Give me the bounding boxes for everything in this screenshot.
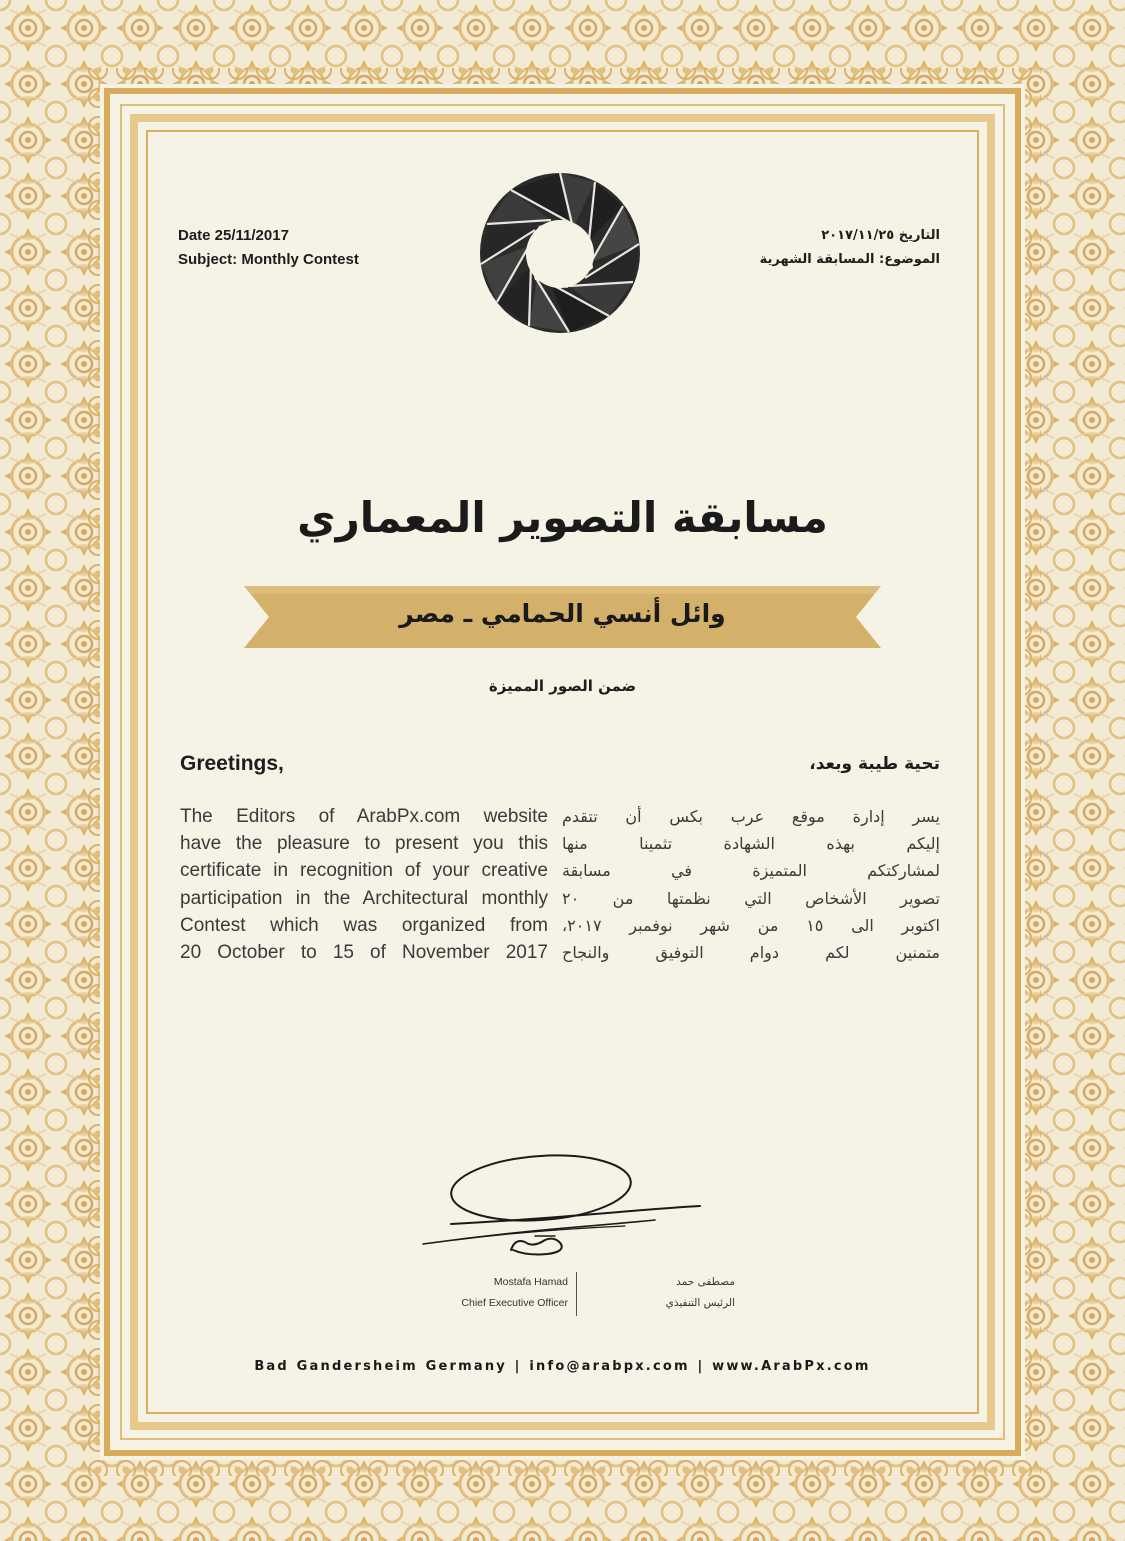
footer-contact: Bad Gandersheim Germany | info@arabpx.com | www.ArabPx.com (254, 1359, 871, 1374)
signatory-ar (585, 1272, 735, 1314)
body-line-ar: لمشاركتكم المتميزة في مسابقة (562, 861, 940, 881)
date-en: Date 25/11/2017 (178, 227, 289, 244)
body-line-ar: متمنين لكم دوام التوفيق والنجاح (562, 943, 940, 963)
body-text-ar (562, 803, 940, 966)
award-category: ضمن الصور المميزة (488, 677, 637, 695)
signatory-role-ar: الرئيس التنفيذي (665, 1297, 735, 1309)
certificate-title: مسابقة التصوير المعماري (297, 493, 828, 542)
signatory-name-ar: مصطفى حمد (676, 1276, 735, 1288)
body-line-ar: إليكم بهذه الشهادة تثمينا منها (562, 834, 940, 854)
body-line-ar: يسر إدارة موقع عرب بكس أن تتقدم (562, 807, 940, 826)
body-line-en: The Editors of ArabPx.com website (180, 806, 548, 827)
body-line-en: have the pleasure to present you this (180, 833, 548, 855)
greeting-en: Greetings, (180, 752, 284, 775)
date-ar: التاريخ ٢٠١٧/١١/٢٥ (821, 228, 940, 243)
body-line-ar: اكتوبر الى ١٥ من شهر نوفمبر ٢٠١٧، (562, 915, 940, 935)
body-line-en: participation in the Architectural monthly (180, 887, 548, 909)
signatory-role-en: Chief Executive Officer (461, 1297, 568, 1309)
header-en (178, 224, 359, 272)
signatory-divider (576, 1272, 577, 1316)
body-text-en (180, 803, 548, 966)
body-line-en: 20 October to 15 of November 2017 (180, 942, 548, 964)
body-line-ar: تصوير الأشخاص التي نظمتها من ٢٠ (562, 888, 940, 908)
signature (415, 1150, 705, 1275)
subject-en: Subject: Monthly Contest (178, 251, 359, 268)
body-line-en: certificate in recognition of your creative (180, 860, 548, 882)
body-line-en: Contest which was organized from (180, 914, 548, 936)
signatory-en (400, 1272, 568, 1314)
header-ar (760, 224, 940, 272)
camera-aperture-icon (477, 170, 643, 336)
recipient-name: وائل أنسي الحمامي ـ مصر (399, 599, 726, 628)
subject-ar: الموضوع: المسابقة الشهرية (759, 252, 940, 267)
signatory-name-en: Mostafa Hamad (493, 1276, 568, 1288)
greeting-ar: تحية طيبة وبعد، (809, 754, 940, 774)
